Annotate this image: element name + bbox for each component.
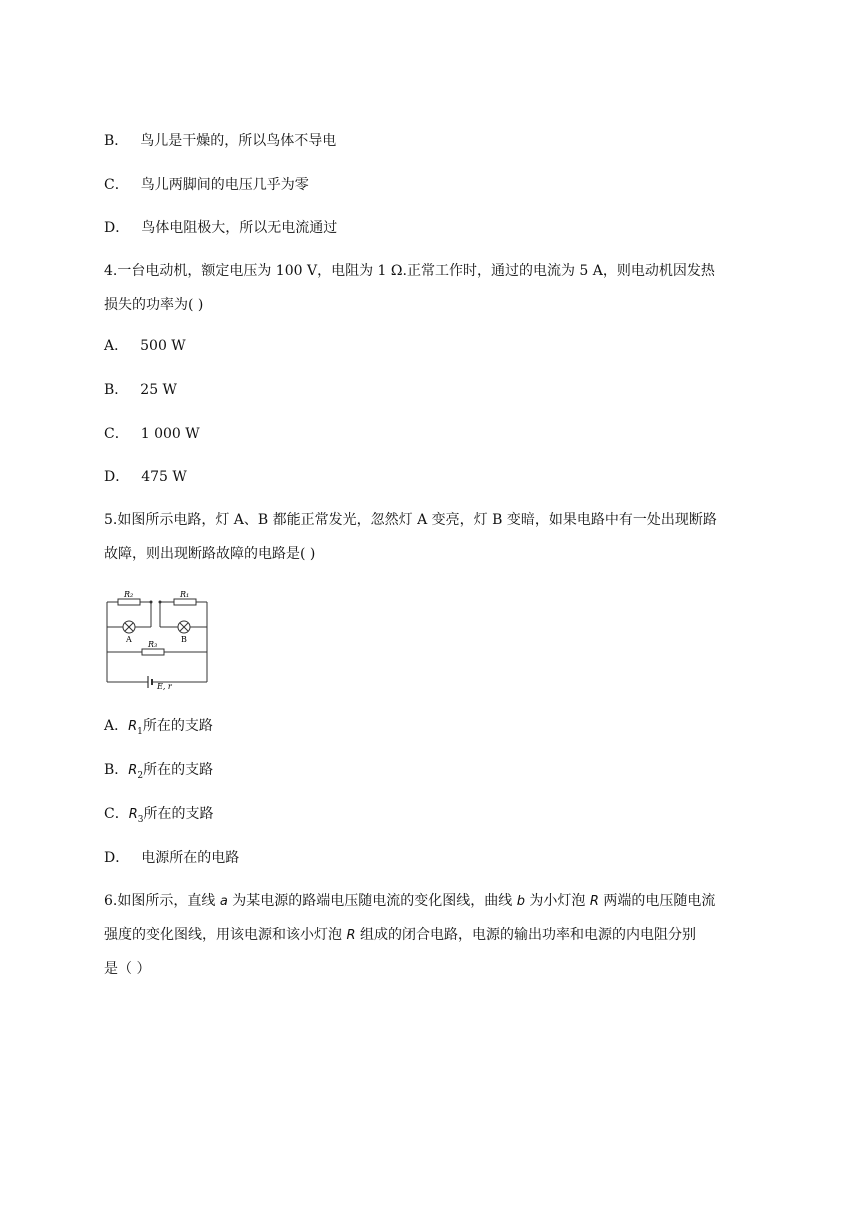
- label-lamp-b: B: [181, 635, 187, 644]
- option-label: A．: [104, 338, 129, 354]
- option-label: D．: [104, 220, 130, 236]
- subscript: 2: [137, 770, 144, 781]
- option-label: B．: [104, 133, 129, 149]
- q6-stem-line3: 是（ ）: [104, 961, 151, 977]
- q4-option-d: [104, 467, 187, 487]
- resistor-r3: [142, 649, 164, 655]
- option-label: A．: [104, 718, 129, 734]
- option-text: 鸟儿是干燥的，所以鸟体不导电: [140, 133, 337, 149]
- option-label: C．: [104, 426, 129, 442]
- circuit-diagram: [104, 590, 210, 691]
- q3-option-d: [104, 218, 337, 238]
- resistor-r2: [118, 599, 140, 605]
- q5-option-d: [104, 848, 239, 868]
- option-label: D．: [104, 850, 130, 866]
- variable-r: R: [128, 807, 138, 822]
- option-label: B．: [104, 762, 129, 778]
- q4-option-a: [104, 336, 186, 356]
- q5-option-b: [104, 760, 213, 786]
- q6-stem-line2: 强度的变化图线，用该电源和该小灯泡 R 组成的闭合电路，电源的输出功率和电源的内电阻分别: [104, 927, 696, 943]
- subscript: 1: [137, 726, 143, 737]
- label-r2: R₂: [124, 590, 134, 599]
- q3-option-c: [104, 175, 309, 195]
- option-label: B．: [104, 382, 129, 398]
- option-text: 鸟体电阻极大，所以无电流通过: [141, 220, 338, 236]
- label-lamp-a: A: [126, 635, 132, 644]
- subscript: 3: [137, 814, 144, 825]
- label-source: E, r: [157, 682, 172, 691]
- variable-r: R: [128, 719, 138, 734]
- q4-stem-line1: 4.一台电动机，额定电压为 100 V，电阻为 1 Ω.正常工作时，通过的电流为 5 A，则电动机因发热: [104, 263, 715, 279]
- q4-option-c: [104, 424, 200, 444]
- q5-option-a: [104, 716, 213, 742]
- option-label: C．: [104, 806, 129, 822]
- option-label: D．: [104, 469, 130, 485]
- variable-r: R: [128, 763, 138, 778]
- q5-stem-line2: 故障，则出现断路故障的电路是( ): [104, 546, 316, 562]
- option-text: 所在的支路: [143, 806, 214, 822]
- option-text: 所在的支路: [142, 718, 213, 734]
- q5-stem-line1: 5.如图所示电路，灯 A、B 都能正常发光，忽然灯 A 变亮，灯 B 变暗，如果电路中有一处出现断路: [104, 512, 717, 528]
- option-text: 鸟儿两脚间的电压几乎为零: [140, 177, 309, 193]
- option-label: C．: [104, 177, 129, 193]
- q6-stem-line1: 6.如图所示，直线 a 为某电源的路端电压随电流的变化图线，曲线 b 为小灯泡 R 两端的电压随电流: [104, 893, 716, 909]
- q5-option-c: [104, 804, 214, 830]
- option-text: 电源所在的电路: [141, 850, 240, 866]
- option-text: 25 W: [140, 382, 177, 398]
- resistor-r1: [174, 599, 196, 605]
- option-text: 1 000 W: [140, 426, 200, 442]
- option-text: 475 W: [141, 469, 187, 485]
- label-r1: R₁: [180, 590, 190, 599]
- option-text: 所在的支路: [143, 762, 214, 778]
- q4-stem-line2: 损失的功率为( ): [104, 297, 204, 313]
- q3-option-b: [104, 131, 336, 151]
- option-text: 500 W: [140, 338, 186, 354]
- q4-option-b: [104, 380, 177, 400]
- label-r3: R₃: [148, 640, 158, 649]
